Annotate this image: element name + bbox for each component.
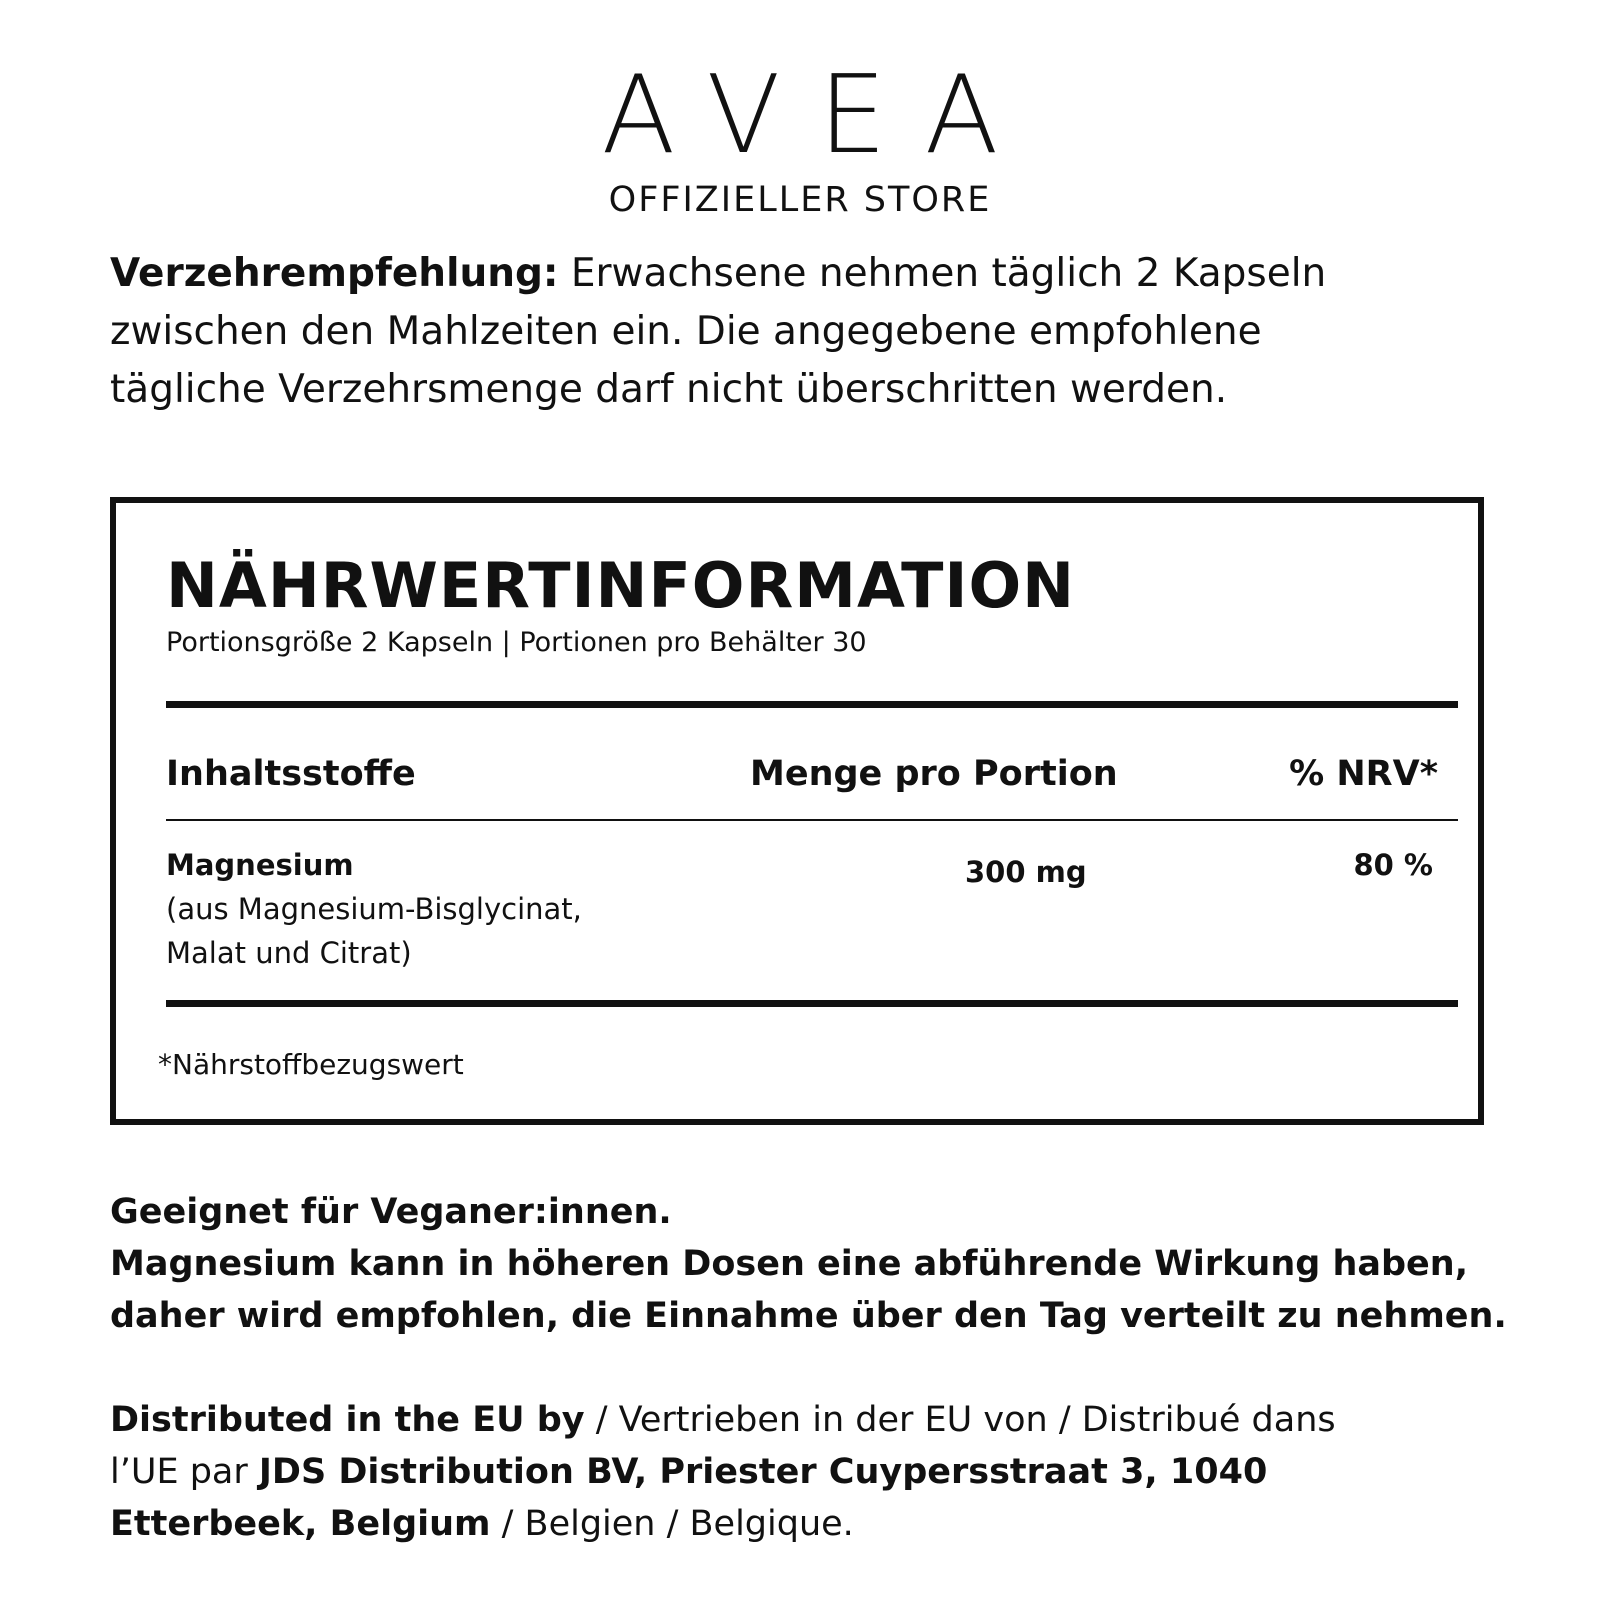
ingredient-cell [166,843,582,975]
intake-recommendation [110,245,1510,419]
distributor-info [110,1394,1490,1550]
table-bottom-rule [166,1000,1458,1007]
intake-line-2: zwischen den Mahlzeiten ein. Die angegebene empfohlene [110,309,1262,354]
distrib-label-fr: l’UE par [110,1452,259,1492]
nutrition-panel [110,497,1484,1125]
vegan-note: Geeignet für Veganer:innen. [110,1192,672,1232]
nutrition-title: NÄHRWERTINFORMATION [166,549,1076,622]
intake-text-1: Erwachsene nehmen täglich 2 Kapseln [558,251,1327,296]
warning-line-1: Magnesium kann in höheren Dosen eine abführende Wirkung haben, [110,1244,1469,1284]
avea-logo: AVEA [601,53,1037,178]
brand-header [0,53,1600,220]
intake-line-1 [110,245,1510,303]
intake-line-3: tägliche Verzehrsmenge darf nicht überschritten werden. [110,367,1228,412]
ingredient-name: Magnesium [166,848,354,882]
header-nrv: % NRV* [1289,754,1438,794]
header-ingredient: Inhaltsstoffe [166,754,416,794]
distrib-label-en: Distributed in the EU by [110,1400,585,1440]
amount-value: 300 mg [965,855,1087,889]
distrib-line-2 [110,1446,1490,1498]
distrib-label-translations: / Vertrieben in der EU von / Distribué dans [584,1400,1336,1440]
nrv-value: 80 % [1353,848,1433,882]
header-divider [166,819,1458,821]
distrib-city-country: Etterbeek, Belgium [110,1504,491,1544]
amount-cell [965,850,1087,894]
intake-label: Verzehrempfehlung: [110,251,559,296]
nrv-footnote: *Nährstoffbezugswert [158,1048,464,1081]
table-top-rule [166,701,1458,708]
header-amount: Menge pro Portion [750,754,1118,794]
store-label: OFFIZIELLER STORE [608,180,992,220]
product-notes [110,1186,1530,1342]
distrib-company-address: JDS Distribution BV, Priester Cuypersstraat 3, 1040 [258,1452,1268,1492]
distrib-line-3 [110,1498,1490,1550]
serving-info: Portionsgröße 2 Kapseln | Portionen pro Behälter 30 [166,627,867,658]
distrib-line-1 [110,1394,1490,1446]
distrib-country-translations: / Belgien / Belgique. [490,1504,854,1544]
ingredient-source-1: (aus Magnesium-Bisglycinat, [166,892,582,926]
ingredient-source-2: Malat und Citrat) [166,936,412,970]
warning-line-2: daher wird empfohlen, die Einnahme über den Tag verteilt zu nehmen. [110,1296,1507,1336]
nrv-cell [1353,843,1433,887]
